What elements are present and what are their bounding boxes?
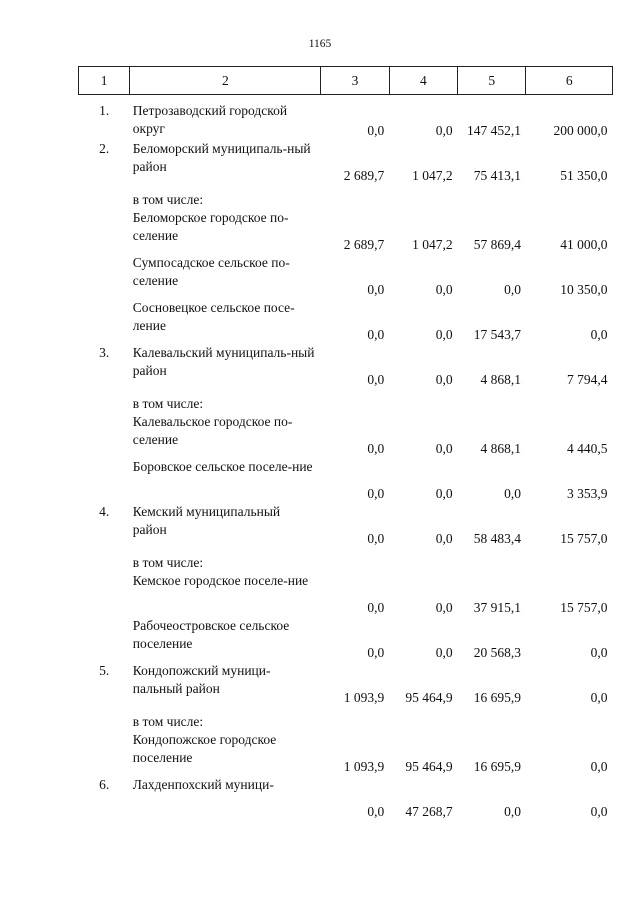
amount-cell: 0,0 — [435, 644, 453, 660]
amount-cell: 0,0 — [590, 644, 608, 660]
table-row — [79, 572, 613, 617]
municipality-name: в том числе: — [132, 554, 204, 570]
amount-cell — [321, 185, 389, 209]
table-row — [79, 707, 613, 731]
amount-cell: 1 047,2 — [412, 236, 453, 252]
amount-cell: 20 568,3 — [473, 644, 521, 660]
table-row — [79, 503, 613, 548]
row-number: 5. — [99, 662, 110, 678]
amount-cell: 0,0 — [590, 689, 608, 705]
amount-cell: 0,0 — [504, 485, 521, 501]
amount-cell — [458, 389, 526, 413]
municipality-name: Калевальское городское по-селение — [132, 413, 293, 447]
row-number — [79, 299, 130, 344]
amount-cell: 0,0 — [367, 644, 385, 660]
amount-cell: 0,0 — [435, 371, 453, 387]
amount-cell — [389, 185, 457, 209]
municipality-name: Сосновецкое сельское посе-ление — [132, 299, 295, 333]
amount-cell: 0,0 — [367, 122, 385, 138]
column-header: 1 — [79, 67, 130, 95]
row-number — [79, 617, 130, 662]
column-header: 2 — [130, 67, 321, 95]
municipality-name: Кондопожское городское поселение — [132, 731, 277, 765]
municipality-name: Петрозаводский городской округ — [132, 103, 288, 136]
table-row — [79, 209, 613, 254]
municipality-name: Кемский муниципальный район — [132, 503, 281, 537]
amount-cell — [389, 707, 457, 731]
amount-cell: 0,0 — [367, 530, 385, 546]
amount-cell: 58 483,4 — [473, 530, 521, 546]
municipality-name: Лахденпохский муници- — [132, 776, 274, 792]
amount-cell: 0,0 — [590, 758, 608, 774]
amount-cell — [321, 548, 389, 572]
amount-cell: 0,0 — [504, 803, 521, 819]
amount-cell: 0,0 — [367, 371, 385, 387]
amount-cell: 3 353,9 — [567, 485, 608, 501]
municipality-name: Беломорское городское по-селение — [132, 209, 289, 243]
amount-cell — [458, 707, 526, 731]
row-number — [79, 572, 130, 617]
amount-cell: 16 695,9 — [473, 758, 521, 774]
column-header: 4 — [389, 67, 457, 95]
table-row — [79, 617, 613, 662]
table-row — [79, 776, 613, 821]
amount-cell: 0,0 — [367, 281, 385, 297]
municipality-name: Калевальский муниципаль-ный район — [132, 344, 315, 378]
amount-cell — [389, 548, 457, 572]
municipality-name: в том числе: — [132, 395, 204, 411]
amount-cell: 17 543,7 — [473, 326, 521, 342]
municipality-name: Кондопожский муници-пальный район — [132, 662, 271, 696]
page-number: 1165 — [308, 38, 332, 50]
amount-cell: 0,0 — [367, 803, 385, 819]
table-row — [79, 140, 613, 185]
municipality-name: Беломорский муниципаль-ный район — [132, 140, 311, 174]
amount-cell: 41 000,0 — [560, 236, 608, 252]
municipality-name: Боровское сельское поселе-ние — [132, 458, 313, 474]
amount-cell: 0,0 — [367, 485, 385, 501]
amount-cell: 1 093,9 — [343, 689, 385, 705]
municipality-name: Рабочеостровское сельское поселение — [132, 617, 290, 651]
municipality-name: Сумпосадское сельское по-селение — [132, 254, 290, 288]
municipality-name: Кемское городское поселе-ние — [132, 572, 309, 588]
row-number — [79, 731, 130, 776]
row-number — [79, 548, 130, 572]
amount-cell: 200 000,0 — [553, 122, 608, 138]
municipality-name: в том числе: — [132, 191, 204, 207]
table-row — [79, 662, 613, 707]
table-row — [79, 548, 613, 572]
amount-cell: 2 689,7 — [343, 236, 385, 252]
amount-cell: 51 350,0 — [560, 167, 608, 183]
table-row — [79, 344, 613, 389]
row-number: 2. — [99, 140, 110, 156]
amount-cell: 15 757,0 — [560, 599, 608, 615]
amount-cell: 4 868,1 — [480, 440, 521, 456]
municipality-name: в том числе: — [132, 713, 204, 729]
table-row — [79, 458, 613, 503]
table-row — [79, 254, 613, 299]
row-number: 4. — [99, 503, 110, 519]
row-number: 3. — [99, 344, 110, 360]
column-header: 6 — [526, 67, 613, 95]
row-number — [79, 185, 130, 209]
amount-cell — [526, 389, 613, 413]
amount-cell — [321, 707, 389, 731]
budget-table — [78, 66, 613, 821]
amount-cell: 0,0 — [435, 326, 453, 342]
header-row — [79, 67, 613, 95]
amount-cell: 16 695,9 — [473, 689, 521, 705]
amount-cell: 75 413,1 — [473, 167, 521, 183]
amount-cell: 0,0 — [590, 326, 608, 342]
amount-cell: 0,0 — [435, 440, 453, 456]
table-row — [79, 413, 613, 458]
table-body — [79, 95, 613, 821]
row-number — [79, 458, 130, 503]
row-number — [79, 389, 130, 413]
row-number — [79, 413, 130, 458]
amount-cell: 7 794,4 — [567, 371, 608, 387]
row-number — [79, 209, 130, 254]
amount-cell: 57 869,4 — [473, 236, 521, 252]
row-number — [79, 707, 130, 731]
table-row — [79, 185, 613, 209]
amount-cell: 1 093,9 — [343, 758, 385, 774]
row-number — [79, 254, 130, 299]
amount-cell: 4 868,1 — [480, 371, 521, 387]
column-header: 3 — [321, 67, 389, 95]
amount-cell: 0,0 — [590, 803, 608, 819]
amount-cell: 0,0 — [367, 440, 385, 456]
amount-cell: 95 464,9 — [405, 758, 453, 774]
amount-cell: 0,0 — [435, 530, 453, 546]
amount-cell: 0,0 — [367, 599, 385, 615]
amount-cell: 0,0 — [435, 485, 453, 501]
amount-cell: 147 452,1 — [466, 122, 521, 138]
amount-cell: 37 915,1 — [473, 599, 521, 615]
amount-cell: 2 689,7 — [343, 167, 385, 183]
amount-cell: 10 350,0 — [560, 281, 608, 297]
amount-cell: 1 047,2 — [412, 167, 453, 183]
amount-cell — [321, 389, 389, 413]
row-number: 1. — [99, 103, 110, 118]
table-row — [79, 731, 613, 776]
amount-cell: 0,0 — [435, 281, 453, 297]
amount-cell — [526, 185, 613, 209]
table-row — [79, 299, 613, 344]
amount-cell: 0,0 — [504, 281, 521, 297]
amount-cell: 4 440,5 — [567, 440, 608, 456]
amount-cell — [389, 389, 457, 413]
amount-cell: 0,0 — [435, 599, 453, 615]
column-header: 5 — [458, 67, 526, 95]
table-header — [79, 67, 613, 95]
amount-cell — [526, 548, 613, 572]
table-row — [79, 389, 613, 413]
table-row — [79, 95, 613, 140]
amount-cell: 0,0 — [435, 122, 453, 138]
amount-cell — [526, 707, 613, 731]
amount-cell: 15 757,0 — [560, 530, 608, 546]
amount-cell: 0,0 — [367, 326, 385, 342]
amount-cell — [458, 185, 526, 209]
amount-cell: 95 464,9 — [405, 689, 453, 705]
amount-cell: 47 268,7 — [405, 803, 453, 819]
amount-cell — [458, 548, 526, 572]
row-number: 6. — [99, 776, 110, 792]
